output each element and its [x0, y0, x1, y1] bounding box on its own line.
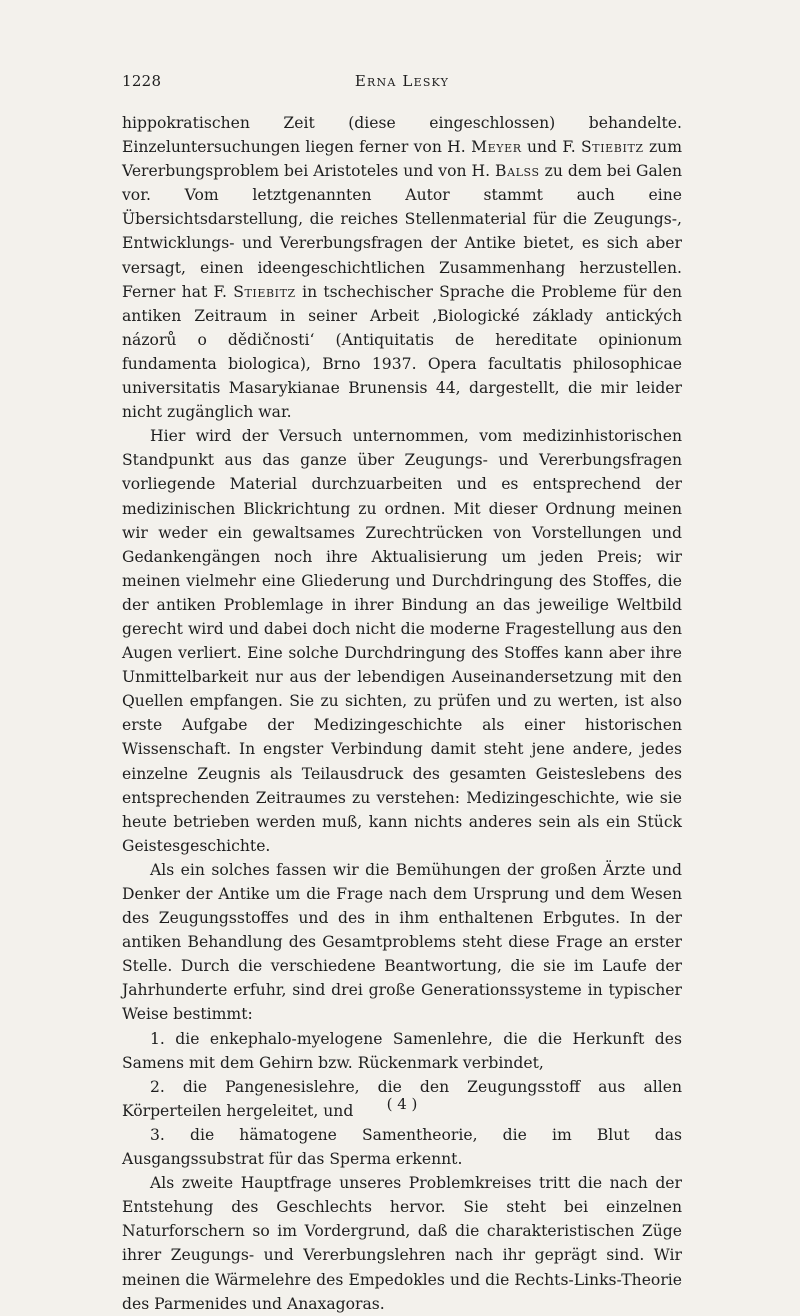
text-run: Als zweite Hauptfrage unseres Problemkreises tritt die nach der Entstehung des Geschlechts hervor. Sie steht bei einzelnen Naturforschern so im Vordergrund, daß die charakteristischen Züge ihrer Zeugungs- und Vererbungslehren nach ihr geprägt sind. Wir meinen die Wärmelehre des Empedokles und die Rechts-Links-Theorie des Parmenides und Anaxagoras. [122, 1174, 682, 1313]
text-run: in tschechischer Sprache die Probleme für den antiken Zeitraum in seiner Arbeit ‚Biologické základy antických názorů o dědičnosti‘ (Antiquitatis de hereditate opinionum fundamenta biologica), Brno 1937. Opera facultatis philosophicae universitatis Masarykianae Brunensis 44, dargestellt, die mir leider nicht zugänglich war. [122, 282, 682, 422]
paragraph [122, 1171, 682, 1316]
text-run: hippokratischen Zeit (diese eingeschlossen) behandelte. Einzeluntersuchungen liegen ferner von H. [122, 114, 682, 157]
paragraph [122, 1027, 682, 1075]
author-name: Meyer [471, 138, 522, 157]
paragraph [122, 1123, 682, 1171]
text-run: 3. die hämatogene Samentheorie, die im Blut das Ausgangssubstrat für das Sperma erkennt. [122, 1125, 682, 1169]
text-run: 2. die Pangenesislehre, die den Zeugungsstoff aus allen Körperteilen hergeleitet, und [122, 1077, 682, 1120]
paragraph [122, 424, 682, 858]
paragraph [122, 111, 682, 424]
author-name: Balss [495, 162, 540, 181]
author-name: Stiebitz [581, 138, 644, 157]
page-header [122, 72, 682, 96]
body-text [122, 111, 682, 1316]
author-name: Stiebitz [233, 282, 296, 301]
text-run: Hier wird der Versuch unternommen, vom medizinhistorischen Standpunkt aus das ganze über Zeugungs- und Vererbungsfragen vorliegende Material durchzuarbeiten und es entsprechend der medizinischen Blickrichtung zu ordnen. Mit dieser Ordnung meinen wir weder ein gewaltsames Zurechtrücken von Vorstellungen und Gedankengängen noch ihre Aktualisierung um jeden Preis; wir meinen vielmehr eine Gliederung und Durchdringung des Stoffes, die der antiken Problemlage in ihrer Bindung an das jeweilige Weltbild gerecht wird und dabei doch nicht die moderne Fragestellung aus den Augen verliert. Eine solche Durchdringung des Stoffes kann aber ihre Unmittelbarkeit nur aus der lebendigen Auseinandersetzung mit den Quellen empfangen. Sie zu sichten, zu prüfen und zu werten, ist also erste Aufgabe der Medizingeschichte als einer historischen Wissenschaft. In engster Verbindung damit steht jene andere, jedes einzelne Zeugnis als Teilausdruck des gesamten Geisteslebens des entsprechenden Zeitraumes zu verstehen: Medizingeschichte, wie sie heute betrieben werden muß, kann nichts anderes sein als ein Stück Geistesgeschichte. [122, 427, 682, 855]
page-footer [122, 1095, 682, 1113]
page-marker: ( 4 ) [386, 1095, 418, 1113]
paragraph [122, 858, 682, 1027]
text-run: Als ein solches fassen wir die Bemühungen der großen Ärzte und Denker der Antike um die Frage nach dem Ursprung und dem Wesen des Zeugungsstoffes und des in ihm enthaltenen Erbgutes. In der antiken Behandlung des Gesamtproblems steht diese Frage an erster Stelle. Durch die verschiedene Beantwortung, die sie im Laufe der Jahrhunderte erfuhr, sind drei große Generationssysteme in typischer Weise bestimmt: [122, 860, 682, 1024]
running-title: Erna Lesky [354, 72, 450, 90]
text-run: 1. die enkephalo-myelogene Samenlehre, die die Herkunft des Samens mit dem Gehirn bzw. Rückenmark verbindet, [122, 1029, 682, 1072]
page-number: 1228 [122, 72, 162, 90]
text-run: und F. [521, 138, 582, 157]
text-run: zu dem bei Galen vor. Vom letztgenannten Autor stammt auch eine Übersichtsdarstellung, die reiches Stellenmaterial für die Zeugungs-, Entwicklungs- und Vererbungsfragen der Antike bietet, es sich aber versagt, einen ideengeschichtlichen Zusammenhang herzustellen. Ferner hat F. [122, 162, 683, 301]
text-run: zum Vererbungsproblem bei Aristoteles und von H. [122, 138, 682, 181]
